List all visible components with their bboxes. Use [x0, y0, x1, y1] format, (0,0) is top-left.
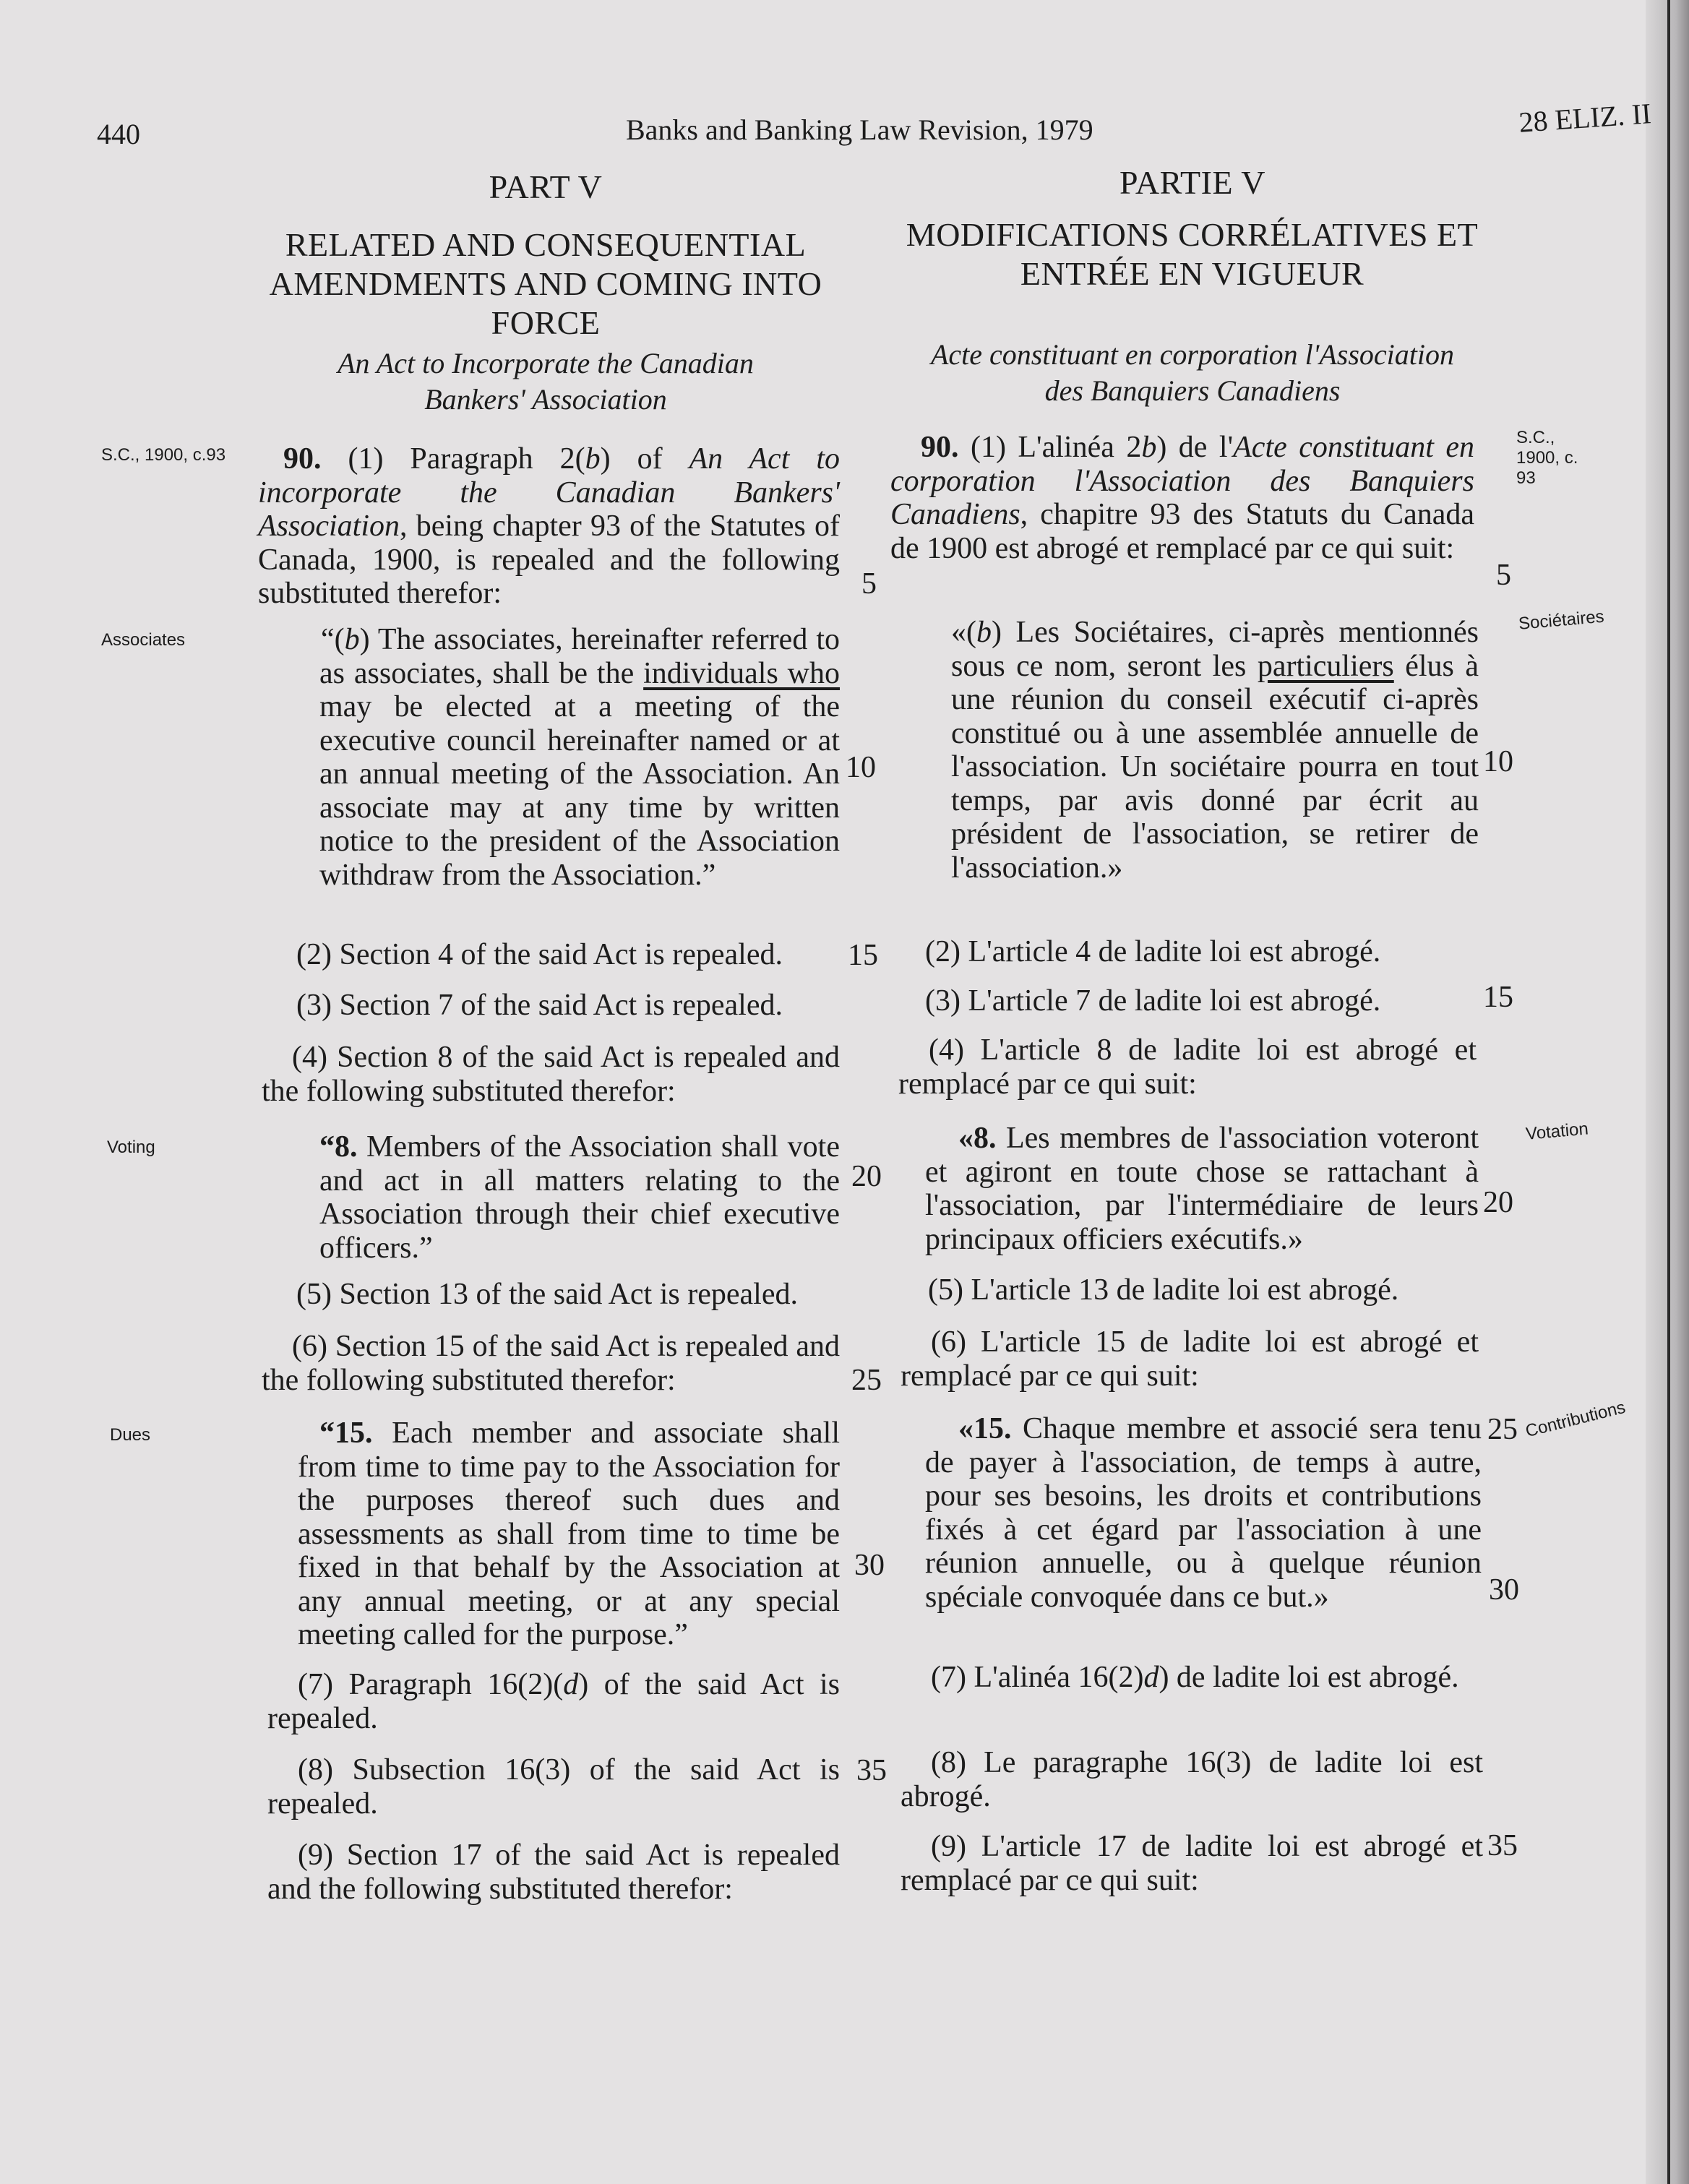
- fr-act-name: Acte constituant en corporation l'Association des Banquiers Canadiens: [890, 431, 1474, 531]
- fr-act-subheading: Acte constituant en corporation l'Association des Banquiers Canadiens: [930, 338, 1455, 407]
- fr-line-number: 20: [1483, 1186, 1513, 1219]
- page-number: 440: [97, 118, 140, 150]
- fr-line-number: 35: [1487, 1829, 1518, 1862]
- fr-line-number: 10: [1483, 745, 1513, 778]
- fr-underlined-text: particuliers: [1257, 649, 1394, 683]
- en-subsection-4: (4) Section 8 of the said Act is repealed and the following substituted therefor:: [262, 1041, 840, 1108]
- fr-section-90-1: 90. (1) L'alinéa 2b) de l'Acte constituant en corporation l'Association des Banquiers Canadiens, chapitre 93 des Statuts du Canada de 1900 est abrogé et remplacé par ce qui suit:: [890, 431, 1474, 565]
- fr-heading: MODIFICATIONS CORRÉLATIVES ET ENTRÉE EN VIGUEUR: [906, 216, 1479, 292]
- fr-margin-note-votation: Votation: [1525, 1119, 1589, 1144]
- fr-margin-note-contributions: Contributions: [1523, 1397, 1628, 1442]
- en-act-subheading: An Act to Incorporate the Canadian Bankers' Association: [338, 347, 754, 416]
- en-line-number: 35: [856, 1754, 887, 1787]
- fr-subsection-2: (2) L'article 4 de ladite loi est abrogé.: [925, 935, 1381, 968]
- en-subsection-7: (7) Paragraph 16(2)(d) of the said Act is repealed.: [267, 1668, 841, 1735]
- regnal-year: 28 ELIZ. II: [1518, 97, 1653, 139]
- en-line-number: 20: [851, 1160, 882, 1193]
- en-act-name: An Act to incorporate the Canadian Bankers' Association: [258, 442, 840, 543]
- binding-line: [1667, 0, 1670, 2184]
- en-line-number: 15: [848, 939, 878, 972]
- en-part-title: PART V: [489, 168, 603, 205]
- fr-line-number: 15: [1483, 981, 1513, 1014]
- fr-section-number: 90.: [921, 431, 959, 464]
- fr-quote-section-8: «8. Les membres de l'association voteront et agiront en toute chose se rattachant à l'association, par l'intermédiaire de leurs principaux officiers exécutifs.»: [925, 1122, 1479, 1256]
- fr-subsection-8: (8) Le paragraphe 16(3) de ladite loi est abrogé.: [901, 1746, 1483, 1813]
- en-quote-section-15: “15. Each member and associate shall from time to time pay to the Association for the purposes thereof such dues and assessments as shall from time to time be fixed in that behalf by the Association at any annual meeting, or at any special meeting called for the purpose.”: [298, 1416, 840, 1651]
- en-subsection-2: (2) Section 4 of the said Act is repealed.: [296, 938, 783, 971]
- en-margin-note-citation: S.C., 1900, c.93: [101, 445, 226, 465]
- running-title: Banks and Banking Law Revision, 1979: [626, 113, 1093, 146]
- en-line-number: 5: [861, 567, 877, 601]
- fr-line-number: 25: [1487, 1413, 1518, 1446]
- en-line-number: 30: [854, 1549, 885, 1582]
- fr-line-number: 30: [1489, 1573, 1519, 1607]
- en-heading: RELATED AND CONSEQUENTIAL AMENDMENTS AND COMING INTO FORCE: [269, 226, 822, 341]
- en-line-number: 25: [851, 1364, 882, 1397]
- en-margin-note-associates: Associates: [101, 630, 186, 650]
- en-line-number: 10: [846, 751, 876, 784]
- en-section-90-1: 90. (1) Paragraph 2(b) of An Act to incorporate the Canadian Bankers' Association, being chapter 93 of the Statutes of Canada, 1900, is repealed and the following substituted therefor:: [258, 442, 840, 610]
- en-subsection-8: (8) Subsection 16(3) of the said Act is repealed.: [267, 1753, 840, 1820]
- fr-subsection-6: (6) L'article 15 de ladite loi est abrogé et remplacé par ce qui suit:: [901, 1325, 1479, 1393]
- fr-part-title: PARTIE V: [1119, 164, 1265, 201]
- fr-margin-note-societaires: Sociétaires: [1518, 606, 1605, 634]
- fr-subsection-4: (4) L'article 8 de ladite loi est abrogé et remplacé par ce qui suit:: [898, 1033, 1477, 1101]
- en-margin-note-voting: Voting: [107, 1138, 155, 1157]
- en-subsection-6: (6) Section 15 of the said Act is repealed and the following substituted therefor:: [262, 1330, 840, 1397]
- en-subsection-9: (9) Section 17 of the said Act is repealed and the following substituted therefor:: [267, 1839, 840, 1906]
- en-subsection-3: (3) Section 7 of the said Act is repealed.: [296, 989, 783, 1022]
- fr-line-number: 5: [1496, 559, 1511, 592]
- en-subsection-5: (5) Section 13 of the said Act is repealed.: [296, 1278, 798, 1311]
- fr-subsection-7: (7) L'alinéa 16(2)d) de ladite loi est abrogé.: [931, 1661, 1459, 1694]
- fr-subsection-3: (3) L'article 7 de ladite loi est abrogé.: [925, 984, 1381, 1018]
- en-section-number: 90.: [283, 442, 322, 476]
- en-underlined-text: individuals who: [643, 656, 841, 690]
- en-margin-note-dues: Dues: [110, 1425, 151, 1445]
- en-quote-section-8: “8. Members of the Association shall vote and act in all matters relating to the Association through their chief executive officers.”: [319, 1130, 840, 1265]
- fr-quote-societaires: «(b) Les Sociétaires, ci-après mentionnés sous ce nom, seront les particuliers élus à une réunion du conseil exécutif ci-après constitué ou à une assemblée annuelle de l'association. Un sociétaire pourra en tout temps, par avis donné par écrit au président de l'association, se retirer de l'association.»: [951, 616, 1479, 885]
- fr-margin-note-citation: S.C., 1900, c. 93: [1516, 428, 1578, 488]
- fr-subsection-5: (5) L'article 13 de ladite loi est abrogé.: [928, 1273, 1399, 1307]
- en-quote-associates: “(b) The associates, hereinafter referred to as associates, shall be the individuals who may be elected at a meeting of the executive council hereinafter named or at an annual meeting of the Association. An associate may at any time by written notice to the president of the Association withdraw from the Association.”: [319, 623, 841, 892]
- fr-subsection-9: (9) L'article 17 de ladite loi est abrogé et remplacé par ce qui suit:: [901, 1830, 1483, 1897]
- fr-quote-section-15: «15. Chaque membre et associé sera tenu de payer à l'association, de temps à autre, pour ses besoins, les droits et contributions fixés à cet égard par l'association à une réunion annuelle, ou à quelque réunion spéciale convoquée dans ce but.»: [925, 1412, 1482, 1614]
